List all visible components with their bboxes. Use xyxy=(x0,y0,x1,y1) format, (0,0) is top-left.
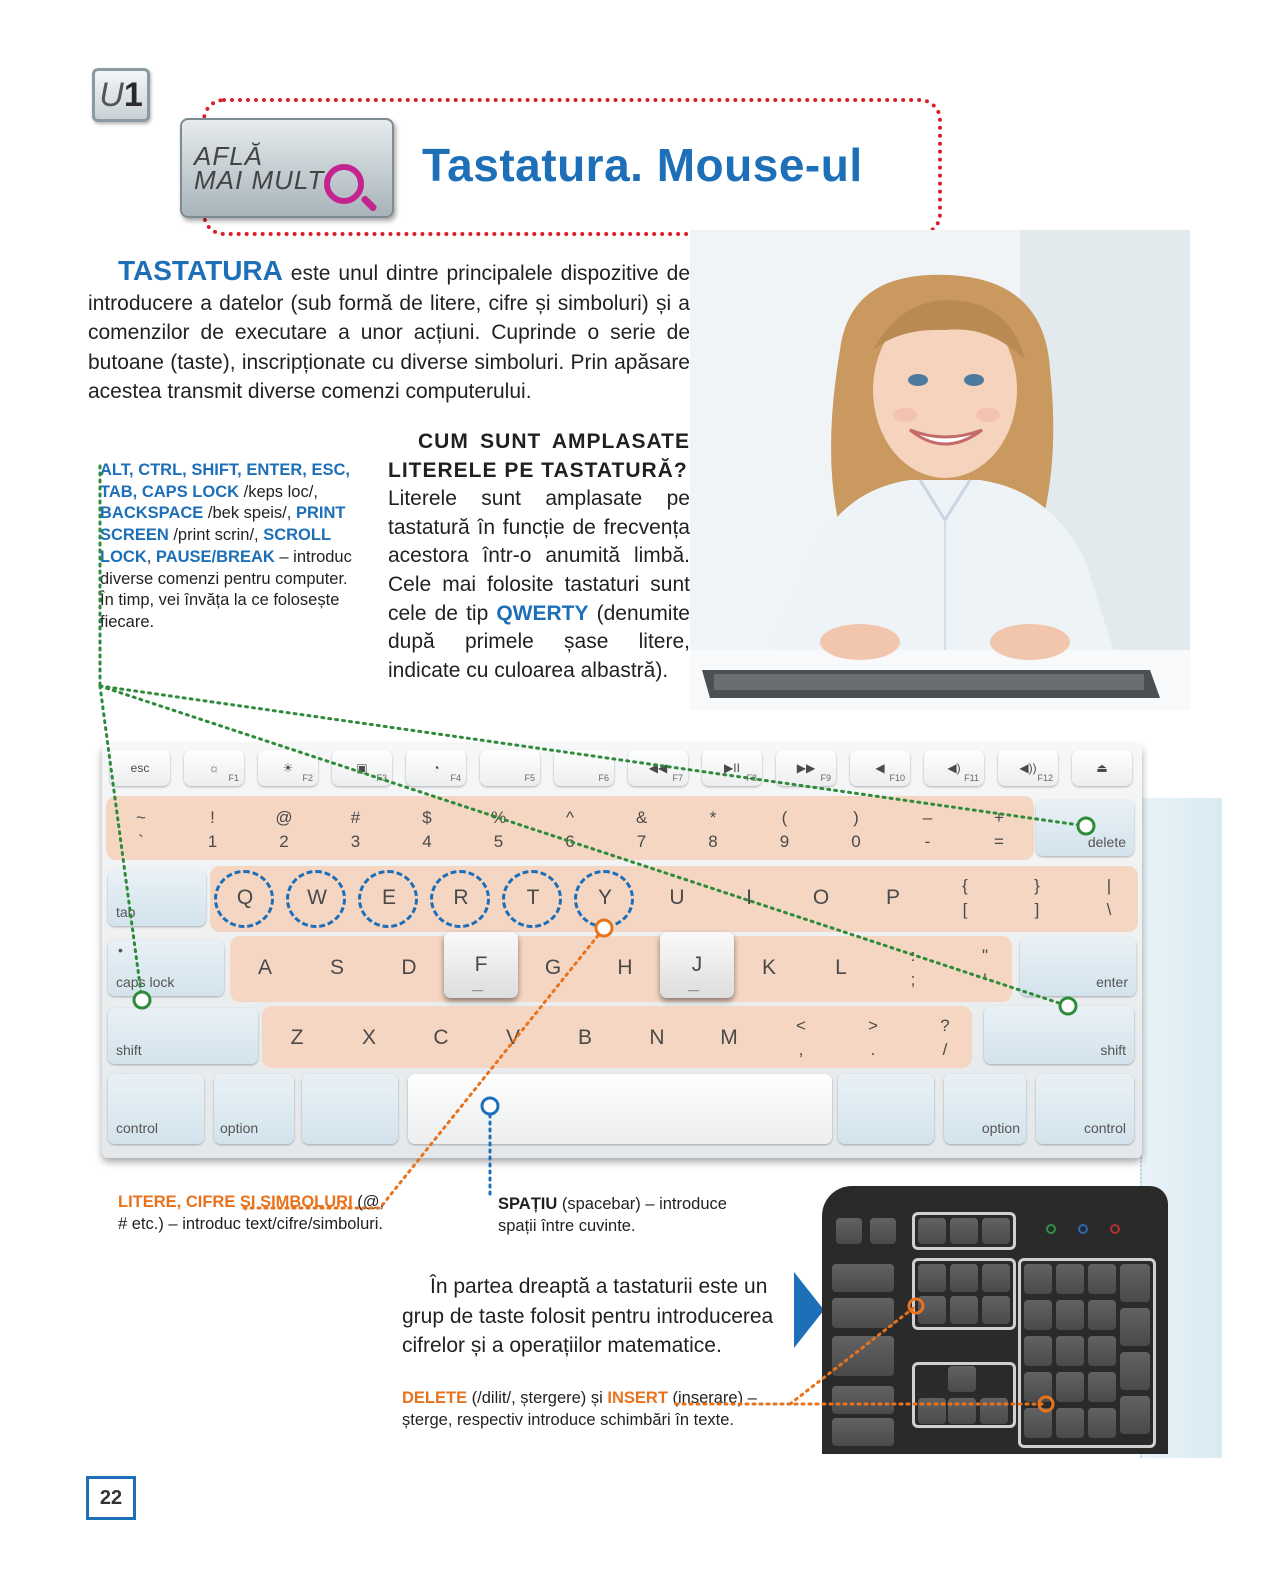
quote-bot: ' xyxy=(983,970,987,989)
space-label-text: (spacebar) – introduce spații între cuvinte. xyxy=(498,1195,727,1235)
bracket-bot-2: \ xyxy=(1106,900,1112,919)
page-number: 22 xyxy=(86,1476,136,1520)
key-label-U: U xyxy=(669,886,685,909)
punct-bot-2: / xyxy=(942,1040,948,1059)
key-label-X: X xyxy=(361,1026,376,1049)
key-label-Z: Z xyxy=(290,1026,304,1049)
key-label-J: J xyxy=(691,953,703,976)
num-key-bot-9: 9 xyxy=(779,832,790,851)
right-shift-label: shift xyxy=(1100,1042,1126,1058)
home-bump-J: __ xyxy=(688,981,700,992)
num-key-bot-11: - xyxy=(924,832,931,851)
num-key-bot-10: 0 xyxy=(851,832,861,851)
key-label-R: R xyxy=(453,886,469,909)
intro-text: este unul dintre principalele dispozitive de introducere a datelor (sub formă de litere, cifre și simboluri) și a comenzilor de executare a unor acțiuni. Cuprinde o serie de butoane (taste), inscripționate cu diverse simboluri. Prin apăsare acestea transmit diverse comenzi computerului. xyxy=(88,262,690,403)
num-key-top-6: ^ xyxy=(566,808,574,827)
key-label-B: B xyxy=(577,1026,592,1049)
delete-text1: (/dilit/, ștergere) și xyxy=(467,1389,608,1407)
fn-key-label-9: F9 xyxy=(820,773,831,783)
blue-dot-space xyxy=(482,1098,498,1114)
key-label-T: T xyxy=(526,886,540,909)
green-dot-shift xyxy=(1060,998,1076,1014)
num-key-top-5: % xyxy=(490,808,507,827)
key-label-F: F xyxy=(474,953,488,976)
key-label-Y: Y xyxy=(597,886,612,909)
key-label-W: W xyxy=(307,886,327,909)
fn-key-label-4: F4 xyxy=(450,773,461,783)
enter-key-label: enter xyxy=(1096,974,1128,990)
delete-text2: (inserare) – șterge, respectiv introduce schimbări în texte. xyxy=(402,1389,757,1429)
num-key-bot-4: 4 xyxy=(422,832,432,851)
fn-key-label-2: F2 xyxy=(302,773,313,783)
qwerty-heading: CUM SUNT AMPLASATE LITERELE PE TASTATURĂ? xyxy=(388,430,690,482)
delete-key-label: DELETE xyxy=(402,1389,468,1407)
green-leader-caps xyxy=(100,686,142,1000)
bracket-top-2: | xyxy=(1106,876,1112,895)
num-key-top-3: # xyxy=(350,808,361,827)
fn-key-symbol-2: ☀ xyxy=(282,761,294,775)
green-leader-delete xyxy=(100,686,1086,826)
num-key-top-9: ( xyxy=(781,808,788,827)
note-p3: /print scrin/, xyxy=(168,526,264,545)
punct-top-0: < xyxy=(796,1016,806,1035)
key-label-A: A xyxy=(257,956,272,979)
right-control-label: control xyxy=(1083,1120,1126,1136)
tab-key-label: tab xyxy=(116,904,136,920)
punct-bot-0: , xyxy=(798,1040,804,1059)
fn-key-label-1: F1 xyxy=(228,773,239,783)
num-key-bot-12: = xyxy=(994,832,1004,851)
fn-key-label-6: F6 xyxy=(598,773,609,783)
fn-key-symbol-11: ◀) xyxy=(947,761,961,775)
key-label-V: V xyxy=(505,1026,520,1049)
num-key-bot-8: 8 xyxy=(708,832,718,851)
afla-line2: MAI MULT xyxy=(194,165,325,195)
left-shift-label: shift xyxy=(116,1042,142,1058)
fn-key-label-7: F7 xyxy=(672,773,683,783)
key-label-C: C xyxy=(433,1026,449,1049)
fn-key-symbol-9: ▶▶ xyxy=(796,761,816,775)
note-k1: ALT, CTRL, SHIFT, ENTER, ESC, TAB, CAPS LOCK xyxy=(100,461,350,501)
letters-label-text: (@, # etc.) – introduc text/cifre/simboluri. xyxy=(118,1193,385,1233)
num-key-top-1: ! xyxy=(210,808,215,827)
semicolon-bot: ; xyxy=(910,970,916,989)
fn-key-symbol-3: ▣ xyxy=(356,761,368,775)
num-key-bot-3: 3 xyxy=(350,832,361,851)
num-key-bot-5: 5 xyxy=(493,832,504,851)
home-bump-F: __ xyxy=(472,981,484,992)
num-key-top-10: ) xyxy=(853,808,859,827)
page-title: Tastatura. Mouse-ul xyxy=(422,139,863,191)
green-dot-caps xyxy=(134,992,150,1008)
num-key-top-0: ~ xyxy=(136,808,146,827)
note-p4: , xyxy=(146,547,156,566)
num-key-top-2: @ xyxy=(275,808,293,827)
num-key-bot-1: 1 xyxy=(207,832,218,851)
left-option-label: option xyxy=(220,1120,259,1136)
semicolon-top: : xyxy=(910,946,916,965)
fn-key-label-10: F10 xyxy=(889,773,905,783)
afla-line1: AFLĂ xyxy=(194,141,264,171)
numpad-paragraph: În partea dreaptă a tastaturii este un grup de taste folosit pentru introducerea cifrelor și a operațiilor matematice. xyxy=(402,1275,774,1357)
unit-letter: U xyxy=(99,75,124,114)
num-key-top-11: – xyxy=(922,808,933,827)
fn-key-symbol-10: ◀ xyxy=(875,761,885,775)
left-control-label: control xyxy=(116,1120,159,1136)
orange-leader-delete xyxy=(790,1306,916,1404)
fn-key-symbol-12: ◀)) xyxy=(1019,761,1037,775)
orange-dot-letters xyxy=(596,920,612,936)
fn-key-symbol-7: ◀◀ xyxy=(648,761,668,775)
fn-key-symbol-13: ⏏ xyxy=(1096,761,1108,775)
orange-leader-letters xyxy=(244,928,604,1208)
fn-key-symbol-0: esc xyxy=(130,761,150,775)
fn-key-label-11: F11 xyxy=(964,773,979,783)
note-p5: – introduc diverse comenzi pentru computer. În timp, vei învăța la ce folosește fiecare. xyxy=(100,547,352,631)
fn-key-label-3: F3 xyxy=(376,773,387,783)
unit-number: 1 xyxy=(123,75,143,114)
num-key-top-12: + xyxy=(994,808,1004,827)
punct-top-2: ? xyxy=(940,1016,950,1035)
qwerty-text2: (denumite după primele șase litere, indicate cu culoarea albastră). xyxy=(388,601,690,682)
qwerty-keyword: QWERTY xyxy=(496,601,589,625)
key-label-G: G xyxy=(544,956,562,979)
key-label-P: P xyxy=(885,886,900,909)
right-option-label: option xyxy=(981,1120,1020,1136)
quote-top: " xyxy=(981,946,989,965)
green-dot-delete xyxy=(1078,818,1094,834)
punct-bot-1: . xyxy=(870,1040,876,1059)
fn-key-label-8: F8 xyxy=(746,773,757,783)
fn-key-label-5: F5 xyxy=(524,773,535,783)
key-label-Q: Q xyxy=(236,886,254,909)
key-label-O: O xyxy=(812,886,830,909)
note-k5: PAUSE/BREAK xyxy=(155,547,275,566)
qwerty-text1: Literele sunt amplasate pe tastatură în funcție de frecvența acestora într-o anumită limbă. Cele mai folosite tastaturi sunt cele de tip xyxy=(388,487,690,625)
caps-lock-label: caps lock xyxy=(116,974,175,990)
bracket-top-1: } xyxy=(1034,876,1040,895)
space-label-key: SPAȚIU xyxy=(498,1195,558,1213)
key-label-N: N xyxy=(649,1026,665,1049)
num-key-top-4: $ xyxy=(422,808,432,827)
note-p1: /keps loc/, xyxy=(239,482,318,501)
num-key-bot-0: ` xyxy=(138,832,144,851)
key-label-S: S xyxy=(329,956,344,979)
fn-key-label-12: F12 xyxy=(1037,773,1053,783)
bracket-bot-0: [ xyxy=(962,900,968,919)
key-label-E: E xyxy=(381,886,396,909)
note-k2: BACKSPACE xyxy=(100,504,204,523)
note-k4: SCROLL LOCK xyxy=(100,526,331,566)
key-label-I: I xyxy=(746,886,752,909)
punct-top-1: > xyxy=(868,1016,878,1035)
fn-key-symbol-4: ◔ xyxy=(432,761,440,775)
bracket-top-0: { xyxy=(962,876,968,895)
key-label-H: H xyxy=(617,956,633,979)
delete-key-label: delete xyxy=(1087,834,1126,850)
fn-key-symbol-8: ▶II xyxy=(724,761,740,775)
num-key-bot-6: 6 xyxy=(565,832,575,851)
green-leader-shift xyxy=(100,686,1068,1006)
key-label-M: M xyxy=(720,1026,738,1049)
insert-key-label: INSERT xyxy=(607,1389,668,1407)
fn-key-symbol-1: ☼ xyxy=(208,761,220,775)
intro-keyword: TASTATURA xyxy=(118,255,283,286)
bracket-bot-1: ] xyxy=(1034,900,1040,919)
num-key-top-8: * xyxy=(709,808,717,827)
key-label-K: K xyxy=(761,956,776,979)
num-key-top-7: & xyxy=(635,808,648,827)
key-label-D: D xyxy=(401,956,417,979)
letters-label-key: LITERE, CIFRE ȘI SIMBOLURI xyxy=(118,1193,353,1211)
num-key-bot-7: 7 xyxy=(636,832,647,851)
orange-dot-delete xyxy=(909,1299,923,1313)
key-label-L: L xyxy=(835,956,847,979)
num-key-bot-2: 2 xyxy=(279,832,289,851)
note-p2: /bek speis/, xyxy=(203,504,296,523)
note-k3: PRINT SCREEN xyxy=(100,504,346,545)
caps-lock-dot: • xyxy=(118,942,123,958)
